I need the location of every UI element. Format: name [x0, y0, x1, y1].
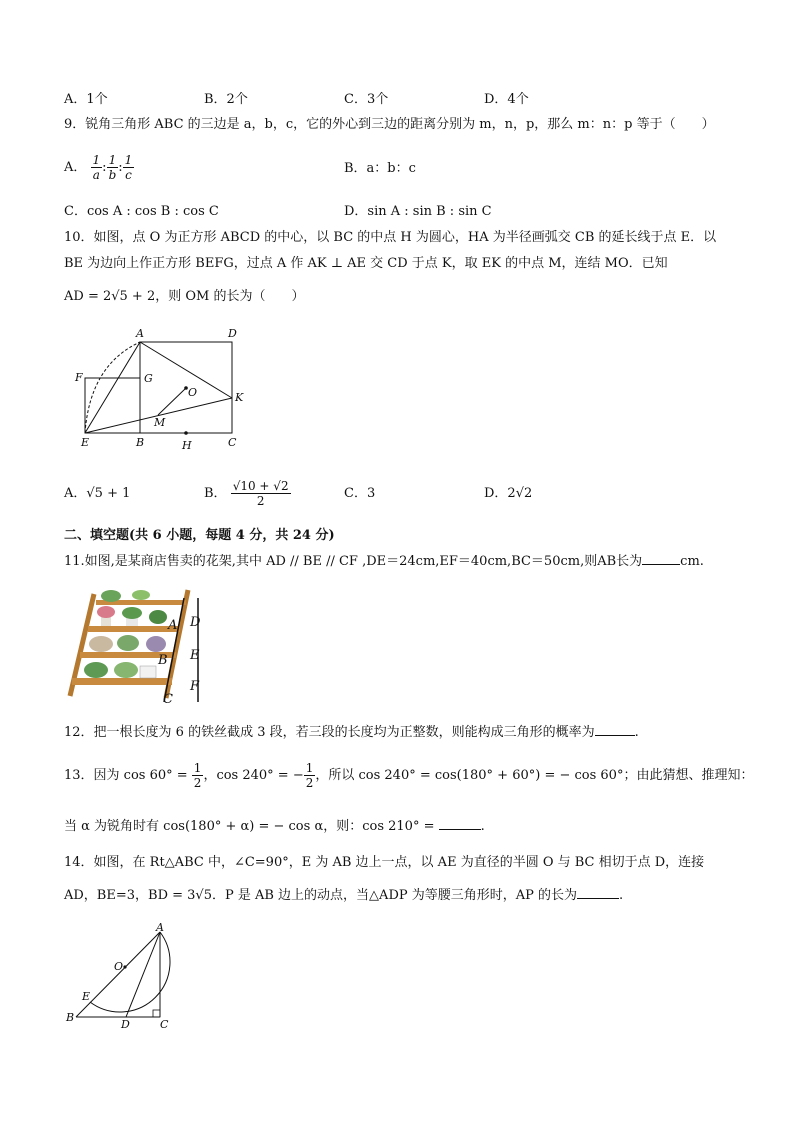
- q10-label-d: D: [228, 327, 237, 340]
- q11-text: [64, 553, 704, 571]
- q14-label-o: O: [114, 960, 124, 973]
- q10-line3: AD = 2√5 + 2，则 OM 的长为（ ）: [64, 289, 305, 304]
- q10-option-b-fraction: $\frac{√10 + √2}{2}$: [232, 479, 289, 508]
- q11-stem: 11.如图,是某商店售卖的花架,其中 AD // BE // CF ,DE＝24cm,EF＝40cm,BC＝50cm,则AB长为: [64, 554, 643, 569]
- q14-semicircle: [90, 932, 170, 1012]
- q14-line1: 14．如图，在 Rt△ABC 中，∠C=90°，E 为 AB 边上一点，以 AE 为直径的半圆 O 与 BC 相切于点 D，连接: [64, 855, 705, 870]
- q14-right-angle-mark: [153, 1010, 160, 1017]
- q14-label-b: B: [66, 1011, 75, 1024]
- q10-segment-ae: [85, 342, 140, 433]
- q10-label-f: F: [75, 371, 83, 384]
- q13-line1: [64, 756, 753, 796]
- q11-flower-rack-figure: [66, 586, 206, 704]
- q9-option-a: A． $\frac{1}{a}$ : $\frac{1}{b}$ : $\frac{1}{c}$: [64, 153, 133, 182]
- q8-option-c: C．3个: [344, 92, 389, 107]
- q9-fraction-1: $\frac{1}{a}$: [92, 153, 101, 182]
- q13-line2: [64, 818, 485, 836]
- q10-line2: BE 为边向上作正方形 BEFG，过点 A 作 AK ⊥ AE 交 CD 于点 K，取 EK 的中点 M，连结 MO．已知: [64, 256, 668, 271]
- q13-end: .: [480, 819, 485, 834]
- q13-part-c: ，所以 cos 240° = cos(180° + 60°) = − cos 60°；由此猜想、推理知：: [315, 768, 754, 783]
- q13-answer-blank: [439, 829, 481, 830]
- q11-label-c: C: [163, 692, 173, 704]
- q8-option-d: D．4个: [484, 92, 529, 107]
- q10-option-c: C．3: [344, 486, 376, 501]
- q9-stem: 9．锐角三角形 ABC 的三边是 a，b，c，它的外心到三边的距离分别为 m，n，p，那么 m：n：p 等于（ ）: [64, 117, 715, 132]
- q12-end: .: [634, 725, 639, 740]
- q9-option-a-label: A．: [64, 160, 87, 175]
- q13-fraction-2: $\frac{1}{2}$: [305, 761, 314, 790]
- q11-label-e: E: [190, 648, 200, 663]
- q13-line2-text: 当 α 为锐角时有 cos(180° + α) = − cos α，则：cos 210° =: [64, 819, 435, 834]
- q9-option-d: D．sin A : sin B : sin C: [344, 204, 492, 219]
- q12-answer-blank: [595, 735, 635, 736]
- q13-part-a: 13．因为 cos 60° =: [64, 768, 188, 783]
- q14-line2-text: AD，BE=3，BD = 3√5．P 是 AB 边上的动点，当△ADP 为等腰三角形时，AP 的长为: [64, 888, 578, 903]
- q14-line2: [64, 887, 623, 905]
- q13-part-b: ，cos 240° = −: [203, 768, 304, 783]
- q10-label-b: B: [136, 436, 145, 449]
- q10-label-m: M: [154, 416, 166, 429]
- q11-label-f: F: [190, 679, 200, 694]
- q8-option-b: B．2个: [204, 92, 248, 107]
- q11-label-a: A: [168, 618, 178, 633]
- q14-end: .: [619, 888, 624, 903]
- q10-option-d: D．2√2: [484, 486, 533, 501]
- q10-label-g: G: [144, 372, 153, 385]
- q9-option-c: C．cos A : cos B : cos C: [64, 204, 219, 219]
- q10-option-b-label: B．: [204, 486, 227, 501]
- q14-point-o: [123, 965, 126, 968]
- q9-fraction-2: $\frac{1}{b}$: [108, 153, 117, 182]
- q10-point-h: [184, 431, 188, 435]
- q10-segment-mo: [158, 388, 186, 415]
- q8-option-a: A．1个: [64, 92, 108, 107]
- q14-label-c: C: [160, 1018, 169, 1031]
- q11-answer-blank: [642, 564, 680, 565]
- q10-label-e: E: [81, 436, 90, 449]
- q14-segment-ad: [126, 932, 160, 1017]
- q14-label-e: E: [82, 990, 91, 1003]
- q10-label-h: H: [182, 439, 192, 452]
- q9-option-b: B．a：b：c: [344, 161, 416, 176]
- q12-text: [64, 724, 639, 742]
- q14-answer-blank: [577, 898, 619, 899]
- q14-figure: [62, 920, 182, 1032]
- q10-option-b: [204, 474, 291, 514]
- q10-label-o: O: [188, 386, 198, 399]
- q10-label-a: A: [136, 327, 144, 340]
- section-title: 二、填空题(共 6 小题，每题 4 分，共 24 分): [64, 528, 335, 543]
- q11-label-d: D: [190, 615, 201, 630]
- q9-fraction-3: $\frac{1}{c}$: [124, 153, 133, 182]
- q14-label-d: D: [121, 1018, 130, 1031]
- q13-fraction-1: $\frac{1}{2}$: [193, 761, 202, 790]
- q11-label-b: B: [158, 653, 168, 668]
- q10-square-befg: [85, 378, 140, 433]
- q11-unit: cm.: [680, 554, 704, 569]
- q10-figure: [70, 320, 260, 455]
- q14-label-a: A: [156, 921, 164, 934]
- q12-stem: 12．把一根长度为 6 的铁丝截成 3 段，若三段的长度均为正整数，则能构成三角形的概率为: [64, 725, 595, 740]
- q10-option-a: A．√5 + 1: [64, 486, 131, 501]
- q10-label-k: K: [235, 391, 244, 404]
- q10-line1: 10．如图，点 O 为正方形 ABCD 的中心，以 BC 的中点 H 为圆心，HA 为半径画弧交 CB 的延长线于点 E．以: [64, 230, 717, 245]
- q10-label-c: C: [228, 436, 237, 449]
